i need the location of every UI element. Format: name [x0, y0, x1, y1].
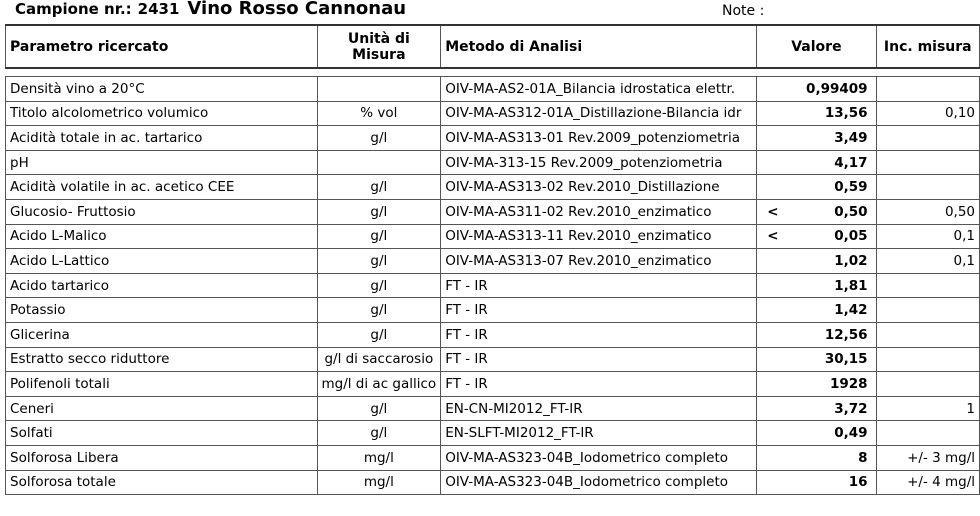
table-row — [6, 199, 980, 224]
valore-cell — [757, 396, 876, 421]
parametro-cell: Acido L-Lattico — [6, 249, 318, 274]
table-row — [6, 126, 980, 151]
valore-cell — [757, 77, 876, 102]
valore-number: 13,56 — [824, 105, 868, 122]
parametro-cell: Estratto secco riduttore — [6, 347, 318, 372]
unita-cell: g/l — [317, 396, 441, 421]
valore-cell — [757, 126, 876, 151]
incertezza-cell — [876, 372, 979, 397]
header-parametro: Parametro ricercato — [6, 25, 318, 68]
metodo-cell: OIV-MA-313-15 Rev.2009_potenziometria — [441, 150, 757, 175]
valore-cell — [757, 372, 876, 397]
incertezza-cell: 0,1 — [876, 224, 979, 249]
incertezza-cell: 0,10 — [876, 101, 979, 126]
table-row — [6, 150, 980, 175]
metodo-cell: OIV-MA-AS2-01A_Bilancia idrostatica elettr. — [441, 77, 757, 102]
metodo-cell: OIV-MA-AS313-01 Rev.2009_potenziometria — [441, 126, 757, 151]
unita-cell: mg/l di ac gallico — [317, 372, 441, 397]
metodo-cell: EN-SLFT-MI2012_FT-IR — [441, 421, 757, 446]
incertezza-cell: +/- 3 mg/l — [876, 445, 979, 470]
table-row — [6, 445, 980, 470]
valore-number: 8 — [858, 449, 868, 466]
header-metodo: Metodo di Analisi — [441, 25, 757, 68]
incertezza-cell — [876, 77, 979, 102]
valore-number: 0,50 — [834, 203, 868, 220]
incertezza-cell — [876, 322, 979, 347]
table-row — [6, 347, 980, 372]
valore-cell — [757, 421, 876, 446]
valore-number: 3,49 — [834, 129, 868, 146]
report-header — [5, 0, 980, 20]
parametro-cell: Solforosa totale — [6, 470, 318, 495]
parametro-cell: Acidità totale in ac. tartarico — [6, 126, 318, 151]
parametro-cell: Solfati — [6, 421, 318, 446]
table-row — [6, 175, 980, 200]
incertezza-cell — [876, 150, 979, 175]
metodo-cell: FT - IR — [441, 322, 757, 347]
valore-cell — [757, 470, 876, 495]
unita-cell — [317, 77, 441, 102]
table-row — [6, 396, 980, 421]
metodo-cell: OIV-MA-AS311-02 Rev.2010_enzimatico — [441, 199, 757, 224]
unita-cell: g/l — [317, 273, 441, 298]
unita-cell: g/l — [317, 421, 441, 446]
qualifier-symbol: < — [767, 203, 779, 220]
parametro-cell: pH — [6, 150, 318, 175]
valore-cell — [757, 175, 876, 200]
table-row — [6, 273, 980, 298]
valore-cell — [757, 298, 876, 323]
header-unita — [317, 25, 441, 68]
unita-cell: g/l — [317, 126, 441, 151]
unita-cell: g/l — [317, 322, 441, 347]
valore-number: 0,59 — [834, 179, 868, 196]
parametro-cell: Titolo alcolometrico volumico — [6, 101, 318, 126]
valore-number: 1,81 — [834, 277, 868, 294]
metodo-cell: OIV-MA-AS312-01A_Distillazione-Bilancia idr — [441, 101, 757, 126]
parametro-cell: Glucosio- Fruttosio — [6, 199, 318, 224]
qualifier-symbol: < — [767, 228, 779, 245]
campione-label: Campione nr.: — [15, 0, 132, 18]
unita-cell: g/l — [317, 175, 441, 200]
table-row — [6, 470, 980, 495]
parametro-cell: Acidità volatile in ac. acetico CEE — [6, 175, 318, 200]
valore-cell — [757, 445, 876, 470]
valore-cell — [757, 101, 876, 126]
table-row — [6, 322, 980, 347]
unita-cell: mg/l — [317, 445, 441, 470]
valore-cell — [757, 199, 876, 224]
valore-number: 4,17 — [834, 154, 868, 171]
parametro-cell: Acido tartarico — [6, 273, 318, 298]
table-row — [6, 224, 980, 249]
valore-number: 0,49 — [834, 425, 868, 442]
metodo-cell: OIV-MA-AS313-07 Rev.2010_enzimatico — [441, 249, 757, 274]
table-row — [6, 77, 980, 102]
valore-cell — [757, 322, 876, 347]
valore-cell — [757, 347, 876, 372]
incertezza-cell — [876, 298, 979, 323]
table-row — [6, 298, 980, 323]
parametro-cell: Densità vino a 20°C — [6, 77, 318, 102]
table-row — [6, 421, 980, 446]
metodo-cell: EN-CN-MI2012_FT-IR — [441, 396, 757, 421]
valore-cell — [757, 249, 876, 274]
valore-number: 30,15 — [824, 351, 868, 368]
metodo-cell: FT - IR — [441, 298, 757, 323]
valore-cell — [757, 273, 876, 298]
parametro-cell: Polifenoli totali — [6, 372, 318, 397]
incertezza-cell — [876, 273, 979, 298]
table-body — [6, 68, 980, 495]
unita-cell: g/l — [317, 199, 441, 224]
valore-number: 3,72 — [834, 400, 868, 417]
table-row — [6, 101, 980, 126]
parametro-cell: Ceneri — [6, 396, 318, 421]
sample-name: Vino Rosso Cannonau — [187, 0, 407, 19]
table-row — [6, 372, 980, 397]
unita-cell: g/l — [317, 298, 441, 323]
header-unita-line2: Misura — [352, 46, 406, 63]
table-row — [6, 249, 980, 274]
valore-number: 1928 — [829, 375, 868, 392]
incertezza-cell: 0,1 — [876, 249, 979, 274]
header-valore: Valore — [757, 25, 876, 68]
incertezza-cell: +/- 4 mg/l — [876, 470, 979, 495]
unita-cell: g/l — [317, 224, 441, 249]
parametro-cell: Acido L-Malico — [6, 224, 318, 249]
incertezza-cell — [876, 126, 979, 151]
metodo-cell: FT - IR — [441, 372, 757, 397]
incertezza-cell — [876, 175, 979, 200]
valore-number: 1,02 — [834, 252, 868, 269]
valore-number: 16 — [848, 474, 868, 491]
campione-number: 2431 — [137, 0, 180, 18]
metodo-cell: OIV-MA-AS323-04B_Iodometrico completo — [441, 470, 757, 495]
metodo-cell: FT - IR — [441, 347, 757, 372]
header-inc: Inc. misura — [876, 25, 979, 68]
metodo-cell: OIV-MA-AS313-02 Rev.2010_Distillazione — [441, 175, 757, 200]
parametro-cell: Glicerina — [6, 322, 318, 347]
parametro-cell: Potassio — [6, 298, 318, 323]
unita-cell — [317, 150, 441, 175]
metodo-cell: FT - IR — [441, 273, 757, 298]
metodo-cell: OIV-MA-AS313-11 Rev.2010_enzimatico — [441, 224, 757, 249]
incertezza-cell: 1 — [876, 396, 979, 421]
valore-number: 12,56 — [824, 326, 868, 343]
metodo-cell: OIV-MA-AS323-04B_Iodometrico completo — [441, 445, 757, 470]
valore-cell — [757, 224, 876, 249]
valore-number: 1,42 — [834, 302, 868, 319]
valore-cell — [757, 150, 876, 175]
note-label: Note : — [722, 3, 765, 19]
unita-cell: g/l — [317, 249, 441, 274]
incertezza-cell — [876, 421, 979, 446]
spacer-row — [6, 68, 980, 77]
unita-cell: mg/l — [317, 470, 441, 495]
incertezza-cell — [876, 347, 979, 372]
unita-cell: g/l di saccarosio — [317, 347, 441, 372]
header-unita-line1: Unità di — [347, 30, 410, 47]
sample-title — [15, 0, 406, 19]
incertezza-cell: 0,50 — [876, 199, 979, 224]
unita-cell: % vol — [317, 101, 441, 126]
table-header-row — [6, 25, 980, 68]
valore-number: 0,05 — [834, 228, 868, 245]
analysis-table — [5, 24, 980, 495]
parametro-cell: Solforosa Libera — [6, 445, 318, 470]
valore-number: 0,99409 — [806, 80, 868, 97]
